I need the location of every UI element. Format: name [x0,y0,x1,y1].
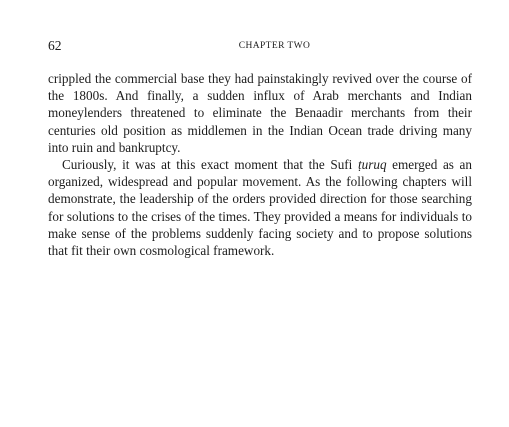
paragraph-curiously [48,156,472,259]
page-number: 62 [48,38,62,53]
body-text [48,70,472,259]
paragraph-text-before-term: Curiously, it was at this exact moment that the Sufi [62,157,358,173]
paragraph-text-after-term: emerged as an organized, widespread and popular movement. As the following chapters will demonstrate, the leadership of the orders provided direction for those searching for solutions to the crises of the times. They provided a means for individuals to make sense of the problems suddenly facing society and to propose solutions that fit their own cosmological framework. [48,157,472,259]
paragraph-continuation: crippled the commercial base they had painstakingly revived over the course of the 1800s. And finally, a sudden influx of Arab merchants and Indian moneylenders threatened to eliminate the Benaadir merchants from their centuries old position as middlemen in the Indian Ocean trade driving many into ruin and bankruptcy. [48,71,472,155]
running-head: CHAPTER TWO [238,41,311,51]
page-header [48,38,473,56]
italic-term: ṭuruq [357,157,387,173]
